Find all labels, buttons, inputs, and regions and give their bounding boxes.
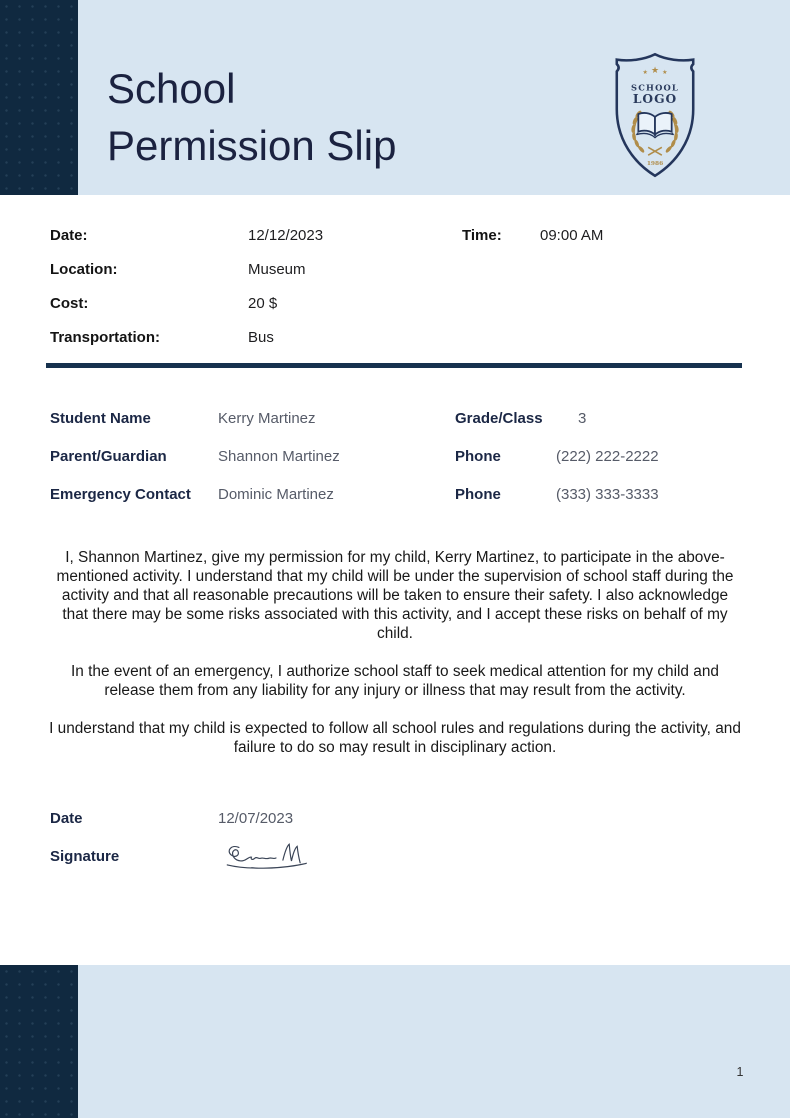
signature-image [222, 840, 312, 876]
signoff-signature-row [0, 838, 790, 876]
school-logo-icon [606, 50, 704, 182]
location-label: Location: [50, 261, 118, 278]
time-label: Time: [462, 227, 502, 244]
signoff-date-row [0, 800, 790, 838]
student-info-row [0, 476, 790, 514]
consent-paragraph-2: In the event of an emergency, I authorize school staff to seek medical attention for my child and release them from any liability for any injury or illness that may result from the activity. [71, 663, 719, 699]
student-info-row [0, 400, 790, 438]
signoff-date-label: Date [50, 810, 83, 827]
parent-guardian-value: Shannon Martinez [218, 448, 340, 465]
consent-paragraph-3: I understand that my child is expected to follow all school rules and regulations during the activity, and failure to do so may result in disciplinary action. [49, 720, 741, 756]
student-name-label: Student Name [50, 410, 151, 427]
grade-class-value: 3 [578, 410, 587, 427]
header [0, 0, 790, 195]
logo-text-school: SCHOOL [631, 82, 679, 93]
footer-accent-block [0, 965, 78, 1118]
parent-phone-label: Phone [455, 448, 501, 465]
emergency-phone-value: (333) 333-3333 [556, 486, 659, 503]
date-value: 12/12/2023 [248, 227, 324, 244]
student-info-row [0, 438, 790, 476]
parent-guardian-label: Parent/Guardian [50, 448, 167, 465]
trip-info-row [0, 321, 790, 355]
cost-label: Cost: [50, 295, 89, 312]
consent-paragraph-1: I, Shannon Martinez, give my permission for my child, Kerry Martinez, to participate in the above-mentioned activity. I understand that my child will be under the supervision of school staff during the activity and that all reasonable precautions will be taken to ensure their safety. I also acknowledge that there may be some risks associated with this activity, and I accept these risks on behalf of my child. [56, 549, 734, 642]
page-number: 1 [736, 1065, 744, 1079]
cost-value: 20 $ [248, 295, 278, 312]
logo-year: 1986 [646, 160, 664, 167]
signature-label: Signature [50, 848, 120, 865]
location-value: Museum [248, 261, 306, 278]
emergency-phone-label: Phone [455, 486, 501, 503]
section-divider [46, 363, 742, 368]
time-value: 09:00 AM [540, 227, 604, 244]
footer [0, 965, 790, 1118]
emergency-contact-value: Dominic Martinez [218, 486, 334, 503]
transportation-value: Bus [248, 329, 274, 346]
star-icon: ★ [651, 64, 659, 75]
transportation-label: Transportation: [50, 329, 161, 346]
trip-info-section [0, 219, 790, 355]
trip-info-row [0, 287, 790, 321]
star-icon: ★ [642, 69, 648, 76]
header-accent-block [0, 0, 78, 195]
signoff-section [0, 800, 790, 876]
consent-text [48, 548, 742, 776]
logo-text-logo: LOGO [632, 91, 678, 107]
star-icon: ★ [662, 69, 668, 76]
student-info-section [0, 400, 790, 514]
parent-phone-value: (222) 222-2222 [556, 448, 659, 465]
trip-info-row [0, 253, 790, 287]
signoff-date-value: 12/07/2023 [218, 810, 294, 827]
date-label: Date: [50, 227, 88, 244]
student-name-value: Kerry Martinez [218, 410, 316, 427]
page-title-line2: Permission Slip [107, 122, 397, 169]
open-book-icon [636, 113, 673, 138]
grade-class-label: Grade/Class [455, 410, 543, 427]
trip-info-row [0, 219, 790, 253]
emergency-contact-label: Emergency Contact [50, 486, 191, 503]
page-title-line1: School [107, 65, 236, 112]
page-title [107, 60, 396, 174]
